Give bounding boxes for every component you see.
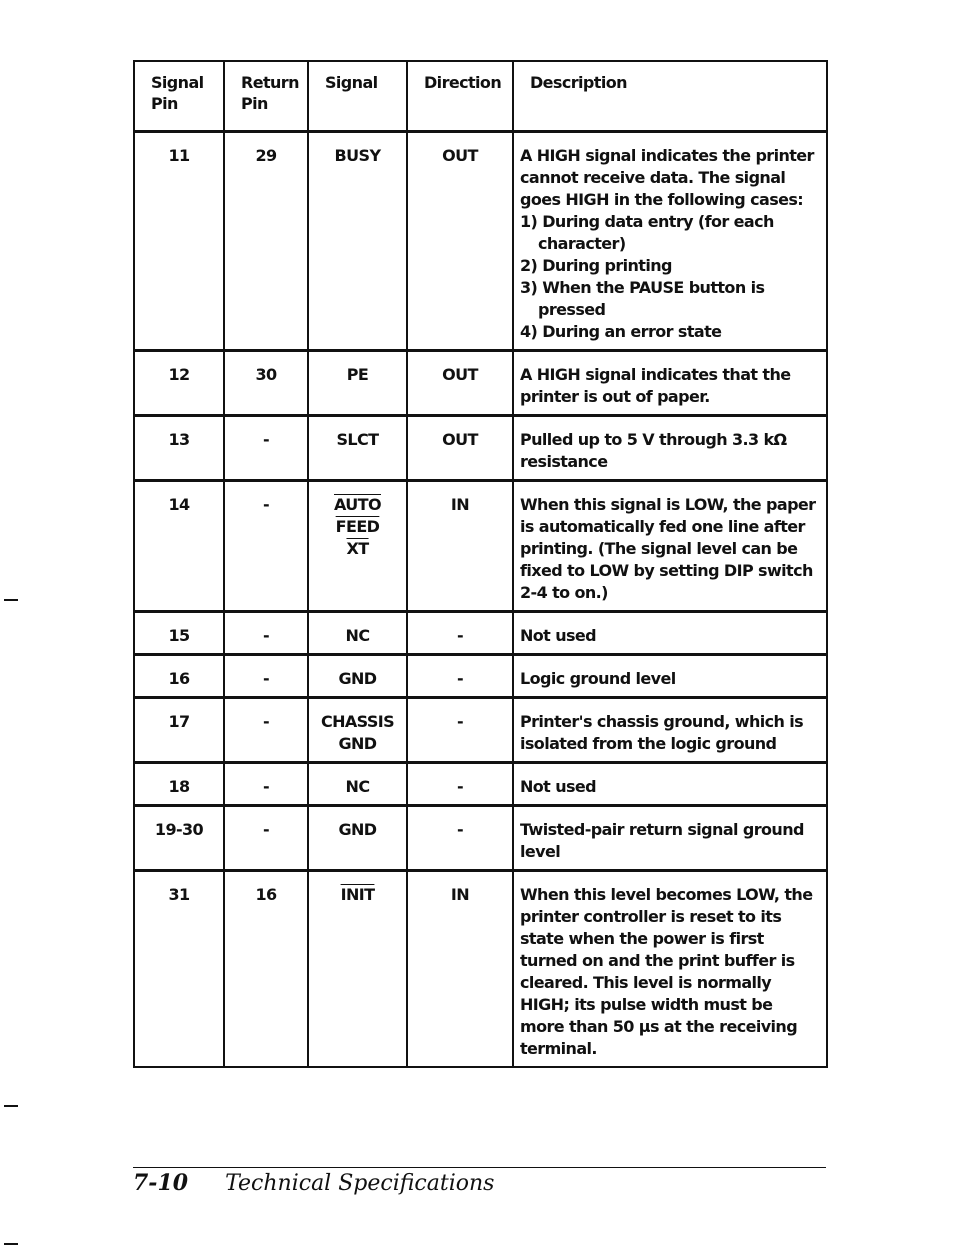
signal-name: CHASSIS xyxy=(320,712,395,731)
signal-name: $\overline{XT}$ xyxy=(346,539,369,558)
header-direction: Direction xyxy=(407,61,513,132)
signal-cell xyxy=(308,612,407,655)
direction-cell: - xyxy=(407,698,513,763)
direction-cell: OUT xyxy=(407,132,513,351)
description-cell xyxy=(513,481,827,612)
footer-rule xyxy=(133,1167,826,1168)
signal-pin-cell: 13 xyxy=(134,416,224,481)
signal-name: INIT xyxy=(340,885,375,904)
return-pin-cell: - xyxy=(224,763,308,806)
description-cell xyxy=(513,871,827,1068)
signal-cell xyxy=(308,763,407,806)
description-cell xyxy=(513,132,827,351)
description-cell xyxy=(513,698,827,763)
table-row xyxy=(134,351,827,416)
return-pin-cell: 29 xyxy=(224,132,308,351)
section-title: Technical Specifications xyxy=(225,1171,495,1196)
return-pin-cell: - xyxy=(224,698,308,763)
signal-name: PE xyxy=(346,365,369,384)
signal-name: BUSY xyxy=(334,146,381,165)
description-text: Not used xyxy=(520,777,597,796)
description-list-item: 1) During data entry (for each character) xyxy=(520,212,774,253)
signal-cell xyxy=(308,698,407,763)
description-text: Printer's chassis ground, which is isolated from the logic ground xyxy=(520,712,804,753)
table-row xyxy=(134,655,827,698)
direction-cell: - xyxy=(407,655,513,698)
signal-cell xyxy=(308,871,407,1068)
signal-cell xyxy=(308,132,407,351)
table-row xyxy=(134,481,827,612)
signal-name: GND xyxy=(338,669,377,688)
table-row xyxy=(134,416,827,481)
header-description: Description xyxy=(513,61,827,132)
description-text: Not used xyxy=(520,626,597,645)
return-pin-cell: - xyxy=(224,806,308,871)
description-list-item: 2) During printing xyxy=(520,256,672,275)
table-row xyxy=(134,132,827,351)
description-text: Logic ground level xyxy=(520,669,676,688)
description-cell xyxy=(513,763,827,806)
return-pin-cell: - xyxy=(224,655,308,698)
signal-name: FEED xyxy=(335,517,380,536)
return-pin-cell: - xyxy=(224,416,308,481)
signal-pin-cell: 18 xyxy=(134,763,224,806)
header-signal: Signal xyxy=(308,61,407,132)
direction-cell: OUT xyxy=(407,416,513,481)
direction-cell: IN xyxy=(407,481,513,612)
signal-cell xyxy=(308,655,407,698)
signal-pin-cell: 16 xyxy=(134,655,224,698)
header-signal-pin: Signal Pin xyxy=(134,61,224,132)
signal-cell xyxy=(308,481,407,612)
direction-cell: OUT xyxy=(407,351,513,416)
description-cell xyxy=(513,655,827,698)
description-text: A HIGH signal indicates the printer cannot receive data. The signal goes HIGH in the following cases: xyxy=(520,146,814,209)
description-list-item: 3) When the PAUSE button is pressed xyxy=(520,278,765,319)
description-text: A HIGH signal indicates that the printer is out of paper. xyxy=(520,365,791,406)
table-header-row xyxy=(134,61,827,132)
direction-cell: - xyxy=(407,806,513,871)
signal-name: GND xyxy=(338,734,377,753)
signal-name: GND xyxy=(338,820,377,839)
table-row xyxy=(134,871,827,1068)
signal-pin-cell: 31 xyxy=(134,871,224,1068)
signal-name: AUTO xyxy=(334,495,381,514)
margin-mark xyxy=(4,1243,18,1245)
signal-pin-cell: 17 xyxy=(134,698,224,763)
description-cell xyxy=(513,351,827,416)
page-footer xyxy=(133,1170,494,1196)
description-cell xyxy=(513,806,827,871)
description-list-item: 4) During an error state xyxy=(520,322,722,341)
return-pin-cell: 30 xyxy=(224,351,308,416)
margin-mark xyxy=(4,1105,18,1107)
description-text: Twisted-pair return signal ground level xyxy=(520,820,804,861)
direction-cell: IN xyxy=(407,871,513,1068)
signal-pin-table xyxy=(133,60,828,1068)
description-text: When this signal is LOW, the paper is automatically fed one line after printing. (The signal level can be fixed to LOW by setting DIP switch 2-4 to on.) xyxy=(520,495,816,602)
direction-cell: - xyxy=(407,612,513,655)
header-return-pin: Return Pin xyxy=(224,61,308,132)
signal-cell xyxy=(308,351,407,416)
signal-pin-cell: 12 xyxy=(134,351,224,416)
signal-pin-cell: 11 xyxy=(134,132,224,351)
signal-cell xyxy=(308,806,407,871)
direction-cell: - xyxy=(407,763,513,806)
signal-pin-cell: 14 xyxy=(134,481,224,612)
margin-mark xyxy=(4,599,18,601)
page-number: 7-10 xyxy=(133,1170,189,1196)
description-cell xyxy=(513,416,827,481)
return-pin-cell: 16 xyxy=(224,871,308,1068)
signal-pin-cell: 15 xyxy=(134,612,224,655)
description-cell xyxy=(513,612,827,655)
description-text: Pulled up to 5 V through 3.3 kΩ resistance xyxy=(520,430,787,471)
signal-name: SLCT xyxy=(336,430,379,449)
return-pin-cell: - xyxy=(224,612,308,655)
table-row xyxy=(134,806,827,871)
return-pin-cell: - xyxy=(224,481,308,612)
signal-pin-cell: 19-30 xyxy=(134,806,224,871)
table-row xyxy=(134,612,827,655)
table-row xyxy=(134,763,827,806)
table-row xyxy=(134,698,827,763)
signal-name: NC xyxy=(345,777,370,796)
signal-name: NC xyxy=(345,626,370,645)
description-text: When this level becomes LOW, the printer controller is reset to its state when the power is first turned on and the print buffer is cleared. This level is normally HIGH; its pulse width must be more than 50 µs at the receiving terminal. xyxy=(520,885,813,1058)
signal-cell xyxy=(308,416,407,481)
